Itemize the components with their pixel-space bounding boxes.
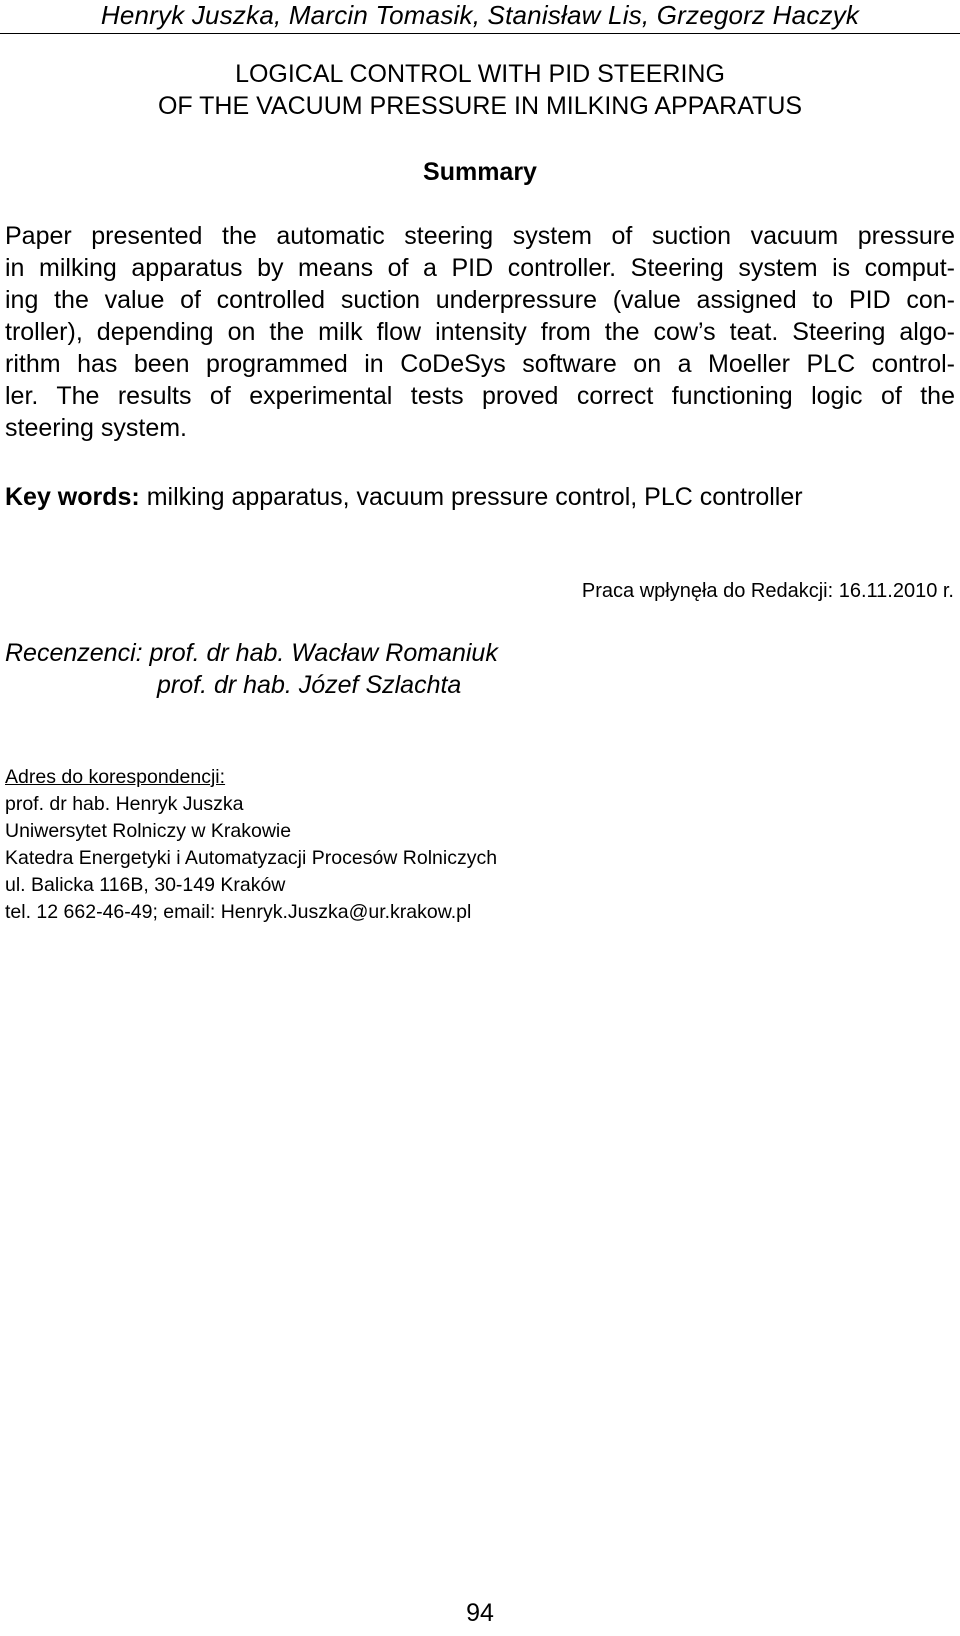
abstract-line: ing the value of controlled suction underpressure (value assigned to PID con- [5, 286, 955, 314]
paper-title [0, 58, 960, 122]
abstract-line: troller), depending on the milk flow intensity from the cow’s teat. Steering algo- [5, 318, 955, 346]
abstract-line: Paper presented the automatic steering system of suction vacuum pressure [5, 222, 955, 250]
paper-title-line-1: LOGICAL CONTROL WITH PID STEERING [235, 60, 725, 88]
keywords-label: Key words: [5, 483, 140, 511]
abstract-line: steering system. [5, 414, 188, 442]
correspondence-address [5, 764, 497, 926]
correspondence-email-line: tel. 12 662-46-49; email: Henryk.Juszka@ur.krakow.pl [5, 901, 472, 923]
abstract-paragraph [5, 220, 955, 444]
abstract-line: ler. The results of experimental tests proved correct functioning logic of the [5, 382, 955, 410]
page-number: 94 [466, 1599, 494, 1627]
abstract-line: in milking apparatus by means of a PID controller. Steering system is comput- [5, 254, 955, 282]
correspondence-line: ul. Balicka 116B, 30-149 Kraków [5, 874, 286, 896]
running-header-authors: Henryk Juszka, Marcin Tomasik, Stanisław Lis, Grzegorz Haczyk [100, 0, 860, 30]
keywords [5, 481, 803, 513]
summary-heading: Summary [423, 158, 537, 186]
reviewer-line-1: Recenzenci: prof. dr hab. Wacław Romaniuk [5, 639, 498, 667]
abstract-line: rithm has been programmed in CoDeSys software on a Moeller PLC control- [5, 350, 955, 378]
correspondence-line: prof. dr hab. Henryk Juszka [5, 793, 244, 815]
keywords-text: milking apparatus, vacuum pressure control, PLC controller [139, 483, 803, 511]
running-header [0, 0, 960, 34]
correspondence-line: Katedra Energetyki i Automatyzacji Procesów Rolniczych [5, 847, 498, 869]
correspondence-heading: Adres do korespondencji: [5, 766, 226, 788]
reviewers [5, 637, 498, 701]
paper-title-line-2: OF THE VACUUM PRESSURE IN MILKING APPARATUS [157, 92, 803, 120]
reviewer-line-2: prof. dr hab. Józef Szlachta [157, 671, 462, 699]
correspondence-line: Uniwersytet Rolniczy w Krakowie [5, 820, 292, 842]
received-date: Praca wpłynęła do Redakcji: 16.11.2010 r. [581, 580, 954, 602]
